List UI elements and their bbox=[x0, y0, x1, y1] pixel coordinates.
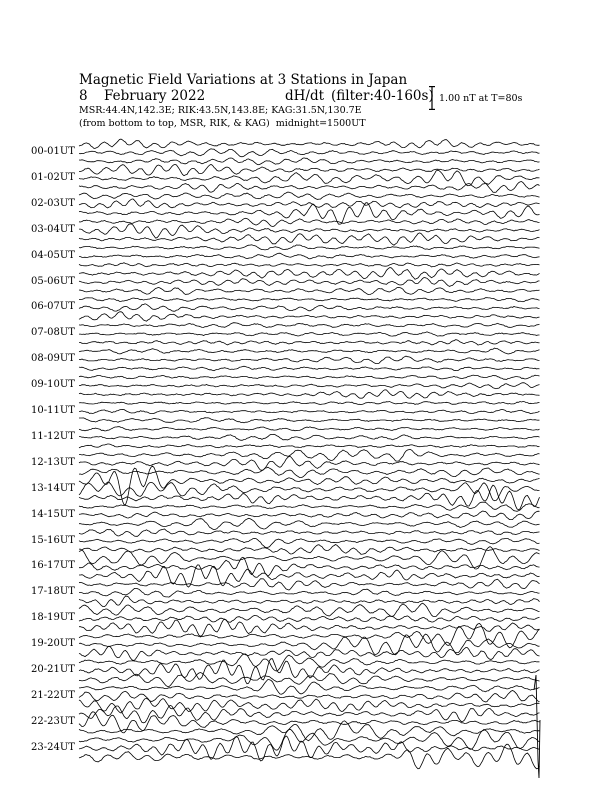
hour-label: 07-08UT bbox=[31, 327, 75, 339]
trace-line bbox=[79, 390, 540, 398]
chart-title: Magnetic Field Variations at 3 Stations in Japan bbox=[79, 72, 408, 88]
hour-label: 15-16UT bbox=[31, 534, 75, 546]
hour-label: 13-14UT bbox=[31, 482, 75, 494]
trace-line bbox=[79, 427, 540, 431]
trace-line bbox=[79, 624, 540, 648]
hour-label: 05-06UT bbox=[31, 275, 75, 287]
trace-line bbox=[79, 158, 540, 165]
trace-line bbox=[79, 402, 540, 405]
trace-spike bbox=[534, 675, 540, 778]
trace-line bbox=[79, 297, 540, 301]
hour-label: 18-19UT bbox=[31, 612, 75, 624]
quantity-label: dH/dt bbox=[285, 88, 325, 104]
hour-label: 01-02UT bbox=[31, 171, 75, 183]
scale-label: 1.00 nT at T=80s bbox=[439, 93, 523, 104]
trace-line bbox=[79, 170, 540, 186]
hour-label: 06-07UT bbox=[31, 301, 75, 313]
trace-line bbox=[79, 245, 540, 250]
trace-line bbox=[79, 263, 540, 267]
trace-line bbox=[79, 203, 540, 225]
trace-line bbox=[79, 673, 540, 687]
trace-line bbox=[79, 699, 540, 714]
hour-label: 16-17UT bbox=[31, 560, 75, 572]
trace-line bbox=[79, 332, 540, 336]
trace-line bbox=[79, 218, 540, 226]
trace-line bbox=[79, 149, 540, 157]
trace-line bbox=[79, 233, 540, 245]
trace-line bbox=[79, 304, 540, 311]
hour-label: 09-10UT bbox=[31, 379, 75, 391]
date-month-year: February 2022 bbox=[104, 88, 206, 104]
trace-line bbox=[79, 199, 540, 208]
trace-line bbox=[79, 340, 540, 345]
trace-line bbox=[79, 511, 540, 520]
trace-line bbox=[79, 691, 540, 702]
hour-label: 02-03UT bbox=[31, 197, 75, 209]
station-coordinates: MSR:44.4N,142.3E; RIK:43.5N,143.8E; KAG:31.5N,130.7E bbox=[79, 105, 362, 116]
trace-line bbox=[79, 565, 540, 587]
trace-line bbox=[79, 192, 540, 199]
trace-line bbox=[79, 450, 540, 462]
date-day: 8 bbox=[79, 88, 88, 104]
filter-label: (filter:40-160s) bbox=[331, 88, 434, 104]
hour-label: 23-24UT bbox=[31, 741, 75, 753]
trace-line bbox=[79, 287, 540, 294]
trace-line bbox=[79, 721, 540, 741]
trace-line bbox=[79, 182, 540, 193]
trace-line bbox=[79, 588, 540, 597]
trace-line bbox=[79, 603, 540, 616]
trace-line bbox=[79, 444, 540, 448]
trace-line bbox=[79, 375, 540, 379]
hour-label: 21-22UT bbox=[31, 689, 75, 701]
trace-line bbox=[79, 418, 540, 423]
hour-label: 17-18UT bbox=[31, 586, 75, 598]
hour-label: 20-21UT bbox=[31, 664, 75, 675]
trace-line bbox=[79, 253, 540, 259]
trace-line bbox=[79, 139, 540, 148]
hour-label: 19-20UT bbox=[31, 638, 75, 650]
trace-line bbox=[79, 348, 540, 354]
trace-line bbox=[79, 615, 540, 622]
trace-line bbox=[79, 529, 540, 536]
trace-line bbox=[79, 557, 540, 576]
trace-line bbox=[79, 409, 540, 413]
trace-line bbox=[79, 679, 540, 694]
hour-label: 11-12UT bbox=[31, 430, 75, 442]
trace-line bbox=[79, 545, 540, 555]
trace-line bbox=[79, 744, 540, 769]
trace-line bbox=[79, 538, 540, 547]
hour-label: 00-01UT bbox=[31, 146, 75, 157]
station-order-note: (from bottom to top, MSR, RIK, & KAG) bbox=[79, 118, 270, 129]
trace-line bbox=[79, 278, 540, 287]
hour-label: 10-11UT bbox=[31, 405, 75, 416]
trace-line bbox=[79, 705, 540, 722]
trace-line bbox=[79, 434, 540, 440]
trace-line bbox=[79, 164, 540, 175]
midnight-note: midnight=1500UT bbox=[275, 118, 366, 129]
trace-line bbox=[79, 323, 540, 328]
trace-line bbox=[79, 356, 540, 364]
hour-label: 14-15UT bbox=[31, 508, 75, 520]
trace-line bbox=[79, 366, 540, 371]
hour-label: 03-04UT bbox=[31, 223, 75, 235]
trace-line bbox=[79, 383, 540, 389]
trace-line bbox=[79, 596, 540, 607]
hour-label: 22-23UT bbox=[31, 715, 75, 727]
trace-line bbox=[79, 312, 540, 322]
trace-line bbox=[79, 579, 540, 590]
trace-line bbox=[79, 268, 540, 280]
hour-label: 12-13UT bbox=[31, 456, 75, 468]
trace-line bbox=[79, 466, 540, 505]
hour-label: 04-05UT bbox=[31, 249, 75, 261]
trace-line bbox=[79, 457, 540, 471]
hour-label: 08-09UT bbox=[31, 353, 75, 365]
trace-line bbox=[79, 619, 540, 636]
trace-line bbox=[79, 518, 540, 529]
